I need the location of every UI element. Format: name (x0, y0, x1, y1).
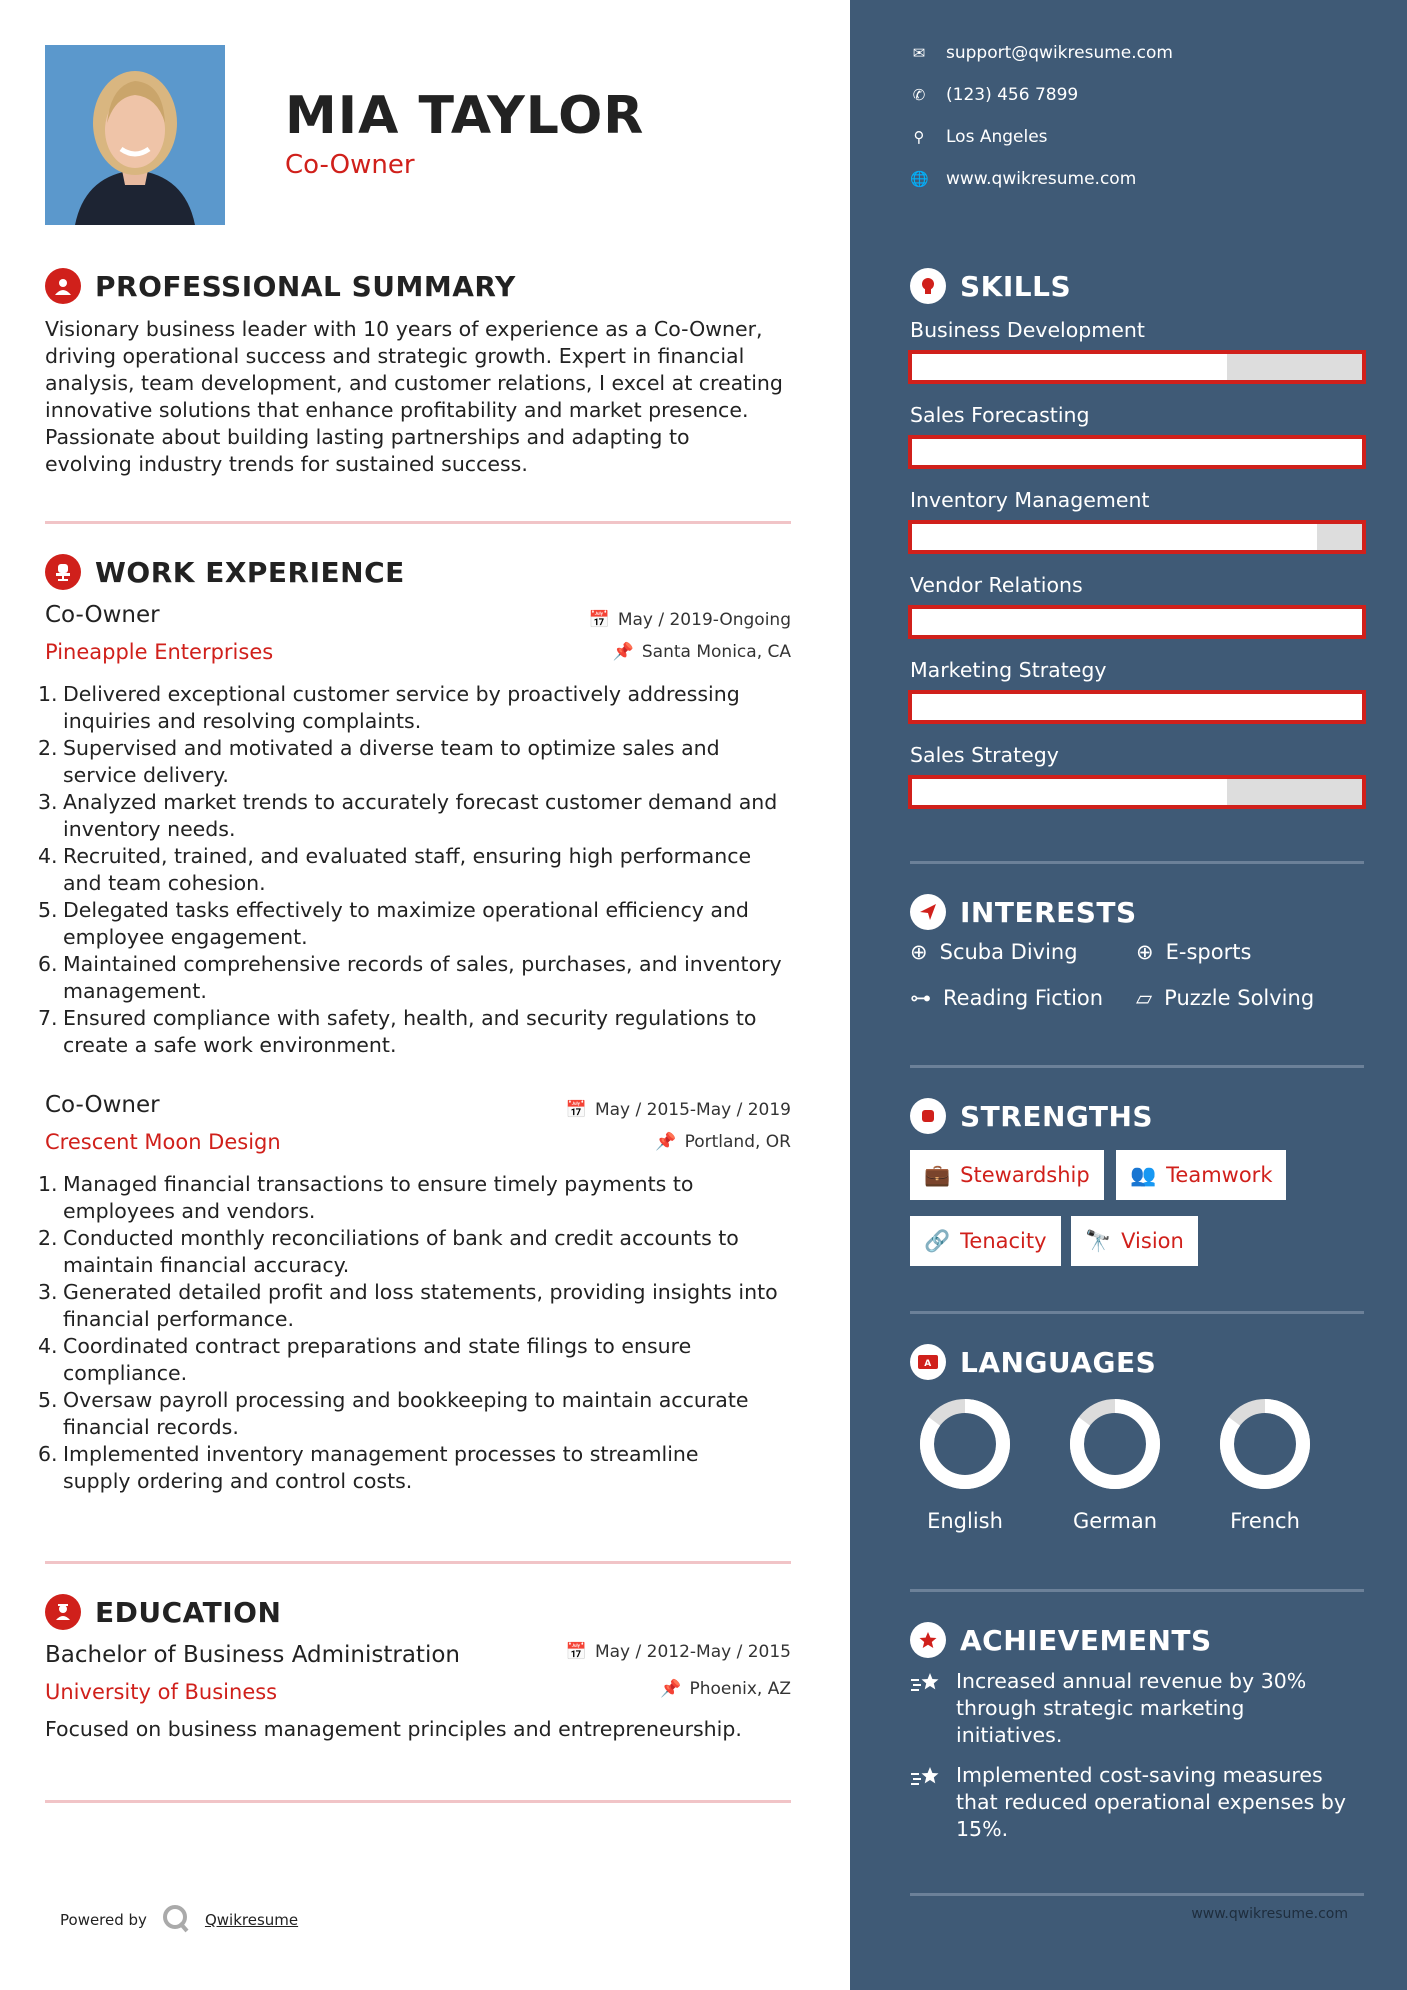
skills-heading (910, 268, 1071, 304)
achievement-item: Increased annual revenue by 30% through strategic marketing initiatives. (910, 1668, 1370, 1749)
skill-bar (908, 605, 1366, 639)
skill-label: Vendor Relations (910, 573, 1083, 597)
list-item: Ensured compliance with safety, health, and security regulations to create a safe work environment. (63, 1006, 757, 1057)
job-location-text: Portland, OR (684, 1132, 791, 1152)
list-item: Managed financial transactions to ensure timely payments to employees and vendors. (63, 1172, 694, 1223)
job-duties (63, 681, 798, 1059)
skill-bar (908, 775, 1366, 809)
list-item: Conducted monthly reconciliations of bank and credit accounts to maintain financial accuracy. (63, 1226, 739, 1277)
education-date (566, 1642, 791, 1662)
link-icon: 🔗 (924, 1228, 951, 1253)
achievements-heading (910, 1622, 1212, 1658)
svg-text:A: A (924, 1359, 932, 1369)
contact-email-text[interactable]: support@qwikresume.com (946, 43, 1173, 63)
degree-title: Bachelor of Business Administration (45, 1642, 460, 1668)
achievement-item: Implemented cost-saving measures that reduced operational expenses by 15%. (910, 1762, 1370, 1843)
language-label: French (1230, 1509, 1300, 1533)
translate-icon (910, 1344, 946, 1380)
contact-location (910, 127, 1048, 147)
skill-bar (908, 435, 1366, 469)
skill-label: Inventory Management (910, 488, 1150, 512)
lifebuoy-icon: ⊕ (1136, 940, 1154, 964)
achievements-title: ACHIEVEMENTS (960, 1623, 1212, 1657)
summary-line: analysis, team development, and customer relations, I excel at creating (45, 371, 783, 395)
pin-icon: 📌 (655, 1132, 677, 1152)
envelope-icon: ✉ (912, 44, 926, 62)
graduate-icon (45, 1594, 81, 1630)
calendar-icon: 📅 (565, 1100, 587, 1120)
list-item: Generated detailed profit and loss statements, providing insights into financial performance. (63, 1280, 778, 1331)
list-item: Recruited, trained, and evaluated staff, ensuring high performance and team cohesion. (63, 844, 752, 895)
users-icon: 👥 (1130, 1162, 1157, 1187)
contact-location-text: Los Angeles (946, 127, 1048, 147)
job-date-text: May / 2015-May / 2019 (594, 1100, 791, 1120)
map-pin-icon: ⚲ (913, 128, 925, 146)
experience-title: WORK EXPERIENCE (95, 555, 405, 589)
list-item: Delivered exceptional customer service by proactively addressing inquiries and resolving complaints. (63, 682, 740, 733)
interest-item: ⊕ E-sports (1136, 940, 1252, 964)
job-company: Pineapple Enterprises (45, 640, 274, 664)
language-ring (1217, 1396, 1313, 1492)
gamepad-icon: ⊶ (910, 986, 931, 1010)
experience-heading (45, 554, 405, 590)
interests-title: INTERESTS (960, 895, 1137, 929)
strength-chip: 🔗 Tenacity (910, 1216, 1061, 1266)
skills-title: SKILLS (960, 269, 1072, 303)
job-company: Crescent Moon Design (45, 1130, 281, 1154)
education-title: EDUCATION (95, 1595, 282, 1629)
strength-chip: 👥 Teamwork (1116, 1150, 1286, 1200)
section-divider (45, 521, 791, 524)
job-date (566, 1100, 791, 1120)
interests-heading (910, 894, 1137, 930)
summary-text (45, 316, 795, 478)
pin-icon: 📌 (660, 1679, 682, 1699)
list-item: Delegated tasks effectively to maximize operational efficiency and employee engagement. (63, 898, 749, 949)
contact-email (910, 43, 1173, 63)
section-divider (910, 1065, 1364, 1068)
language-label: German (1072, 1509, 1158, 1533)
job-location (613, 642, 791, 662)
summary-line: evolving industry trends for sustained success. (45, 452, 528, 476)
skill-label: Sales Forecasting (910, 403, 1090, 427)
contact-phone (910, 85, 1078, 105)
section-divider (910, 1589, 1364, 1592)
section-divider (910, 861, 1364, 864)
strengths-title: STRENGTHS (960, 1099, 1154, 1133)
fist-icon (910, 1098, 946, 1134)
powered-by (60, 1903, 298, 1937)
strengths-heading (910, 1098, 1153, 1134)
briefcase-icon: 💼 (924, 1162, 951, 1187)
contact-website (910, 169, 1136, 189)
summary-line: innovative solutions that enhance profitability and market presence. (45, 398, 749, 422)
section-divider (45, 1561, 791, 1564)
list-item: Coordinated contract preparations and state filings to ensure compliance. (63, 1334, 692, 1385)
education-description: Focused on business management principles and entrepreneurship. (45, 1717, 742, 1741)
list-item: Maintained comprehensive records of sales, purchases, and inventory management. (63, 952, 782, 1003)
powered-by-label: Powered by (60, 1911, 147, 1929)
binoculars-icon: 🔭 (1085, 1228, 1112, 1253)
user-icon (45, 268, 81, 304)
job-title: Co-Owner (45, 602, 160, 628)
chair-icon (45, 554, 81, 590)
lifebuoy-icon: ⊕ (910, 940, 928, 964)
lightbulb-icon (910, 268, 946, 304)
candidate-role: Co-Owner (285, 150, 415, 180)
section-divider (910, 1893, 1364, 1896)
globe-icon: 🌐 (910, 170, 929, 188)
list-item: Implemented inventory management processes to streamline supply ordering and control costs. (63, 1442, 699, 1493)
section-divider (45, 1800, 791, 1803)
summary-line: Passionate about building lasting partnerships and adapting to (45, 425, 690, 449)
job-location (655, 1132, 791, 1152)
qwikresume-logo-icon (161, 1903, 191, 1937)
skill-label: Sales Strategy (910, 743, 1059, 767)
shooting-star-icon (910, 1668, 942, 1749)
skill-bar (908, 690, 1366, 724)
profile-photo (45, 45, 225, 225)
summary-heading (45, 268, 516, 304)
pin-icon: 📌 (612, 642, 634, 662)
summary-line: Visionary business leader with 10 years of experience as a Co-Owner, (45, 317, 763, 341)
job-duties (63, 1171, 798, 1495)
skill-bar-fill (912, 694, 1362, 720)
list-item: Analyzed market trends to accurately forecast customer demand and inventory needs. (63, 790, 778, 841)
job-location-text: Santa Monica, CA (641, 642, 791, 662)
languages-heading (910, 1344, 1156, 1380)
section-divider (910, 1311, 1364, 1314)
job-date (589, 610, 791, 630)
calendar-icon: 📅 (588, 610, 610, 630)
summary-title: PROFESSIONAL SUMMARY (95, 269, 516, 303)
interest-item: ⊶ Reading Fiction (910, 986, 1104, 1010)
language-ring (1067, 1396, 1163, 1492)
book-icon: ▱ (1136, 986, 1153, 1010)
skill-bar (908, 350, 1366, 384)
calendar-icon: 📅 (565, 1642, 587, 1662)
education-location (660, 1679, 791, 1699)
star-icon (910, 1622, 946, 1658)
candidate-name: MIA TAYLOR (285, 86, 645, 146)
education-location-text: Phoenix, AZ (689, 1679, 791, 1699)
interest-item: ⊕ Scuba Diving (910, 940, 1078, 964)
skill-label: Marketing Strategy (910, 658, 1107, 682)
education-date-text: May / 2012-May / 2015 (594, 1642, 791, 1662)
skill-bar-fill (912, 439, 1362, 465)
skill-bar-fill (912, 779, 1227, 805)
footer-url[interactable]: www.qwikresume.com (1191, 1906, 1348, 1922)
school-name: University of Business (45, 1680, 278, 1704)
phone-icon: ✆ (912, 86, 926, 104)
language-label: English (927, 1509, 1003, 1533)
summary-line: driving operational success and strategic growth. Expert in financial (45, 344, 745, 368)
skill-bar-fill (912, 609, 1362, 635)
interest-item: ▱ Puzzle Solving (1136, 986, 1315, 1010)
qwikresume-link[interactable]: Qwikresume (204, 1911, 299, 1929)
skill-label: Business Development (910, 318, 1145, 342)
list-item: Supervised and motivated a diverse team to optimize sales and service delivery. (63, 736, 720, 787)
skill-bar-fill (912, 354, 1227, 380)
skill-bar-fill (912, 524, 1317, 550)
paper-plane-icon (910, 894, 946, 930)
job-date-text: May / 2019-Ongoing (617, 610, 791, 630)
contact-website-text[interactable]: www.qwikresume.com (946, 169, 1137, 189)
skill-bar (908, 520, 1366, 554)
languages-title: LANGUAGES (960, 1345, 1157, 1379)
strength-chip: 💼 Stewardship (910, 1150, 1104, 1200)
education-heading (45, 1594, 281, 1630)
job-title: Co-Owner (45, 1092, 160, 1118)
language-ring (917, 1396, 1013, 1492)
strength-chip: 🔭 Vision (1071, 1216, 1198, 1266)
contact-phone-text: (123) 456 7899 (946, 85, 1079, 105)
list-item: Oversaw payroll processing and bookkeeping to maintain accurate financial records. (63, 1388, 749, 1439)
shooting-star-icon (910, 1762, 942, 1843)
